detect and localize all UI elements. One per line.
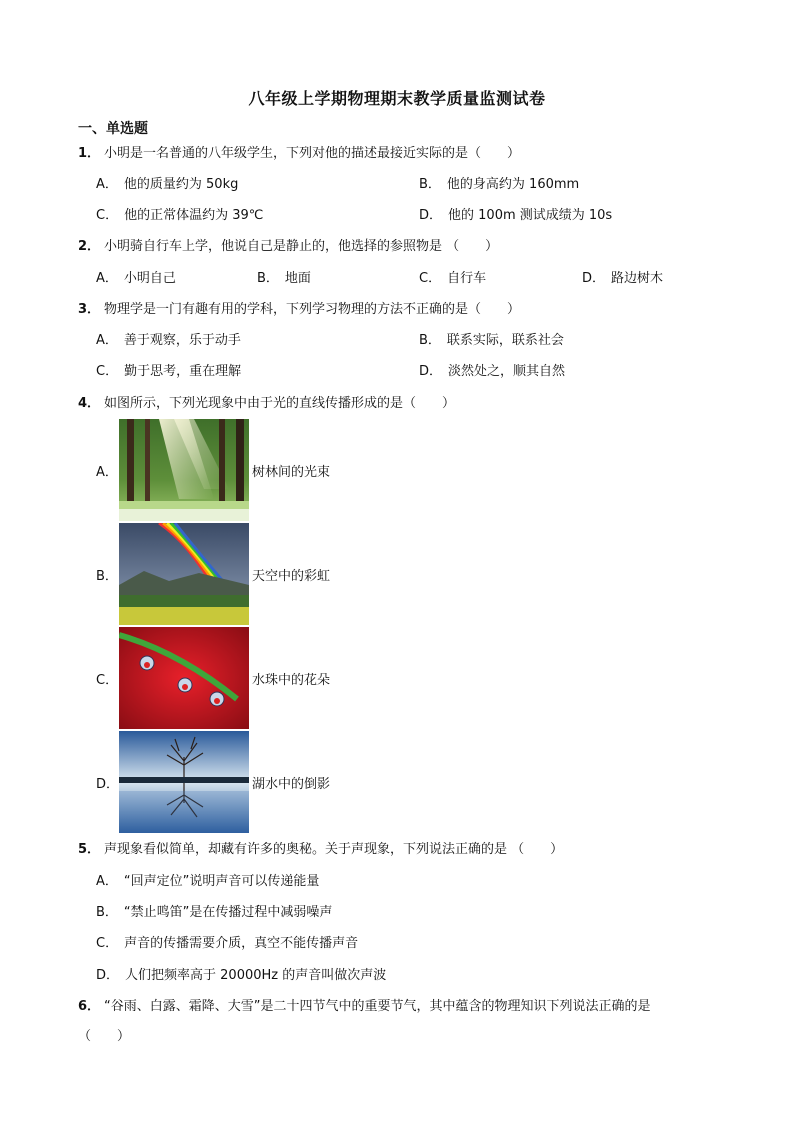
option-label: B． (96, 569, 118, 584)
option-label: C． (96, 673, 119, 688)
question-3 (78, 301, 520, 319)
option-label: D． (96, 777, 120, 792)
option-4a (96, 419, 356, 521)
question-2 (78, 238, 498, 256)
question-4 (78, 395, 455, 413)
question-text: “谷雨、白露、霜降、大雪”是二十四节气中的重要节气，其中蕴含的物理知识下列说法正确的是 (104, 999, 651, 1014)
question-text: 物理学是一门有趣有用的学科，下列学习物理的方法不正确的是（ ） (104, 302, 521, 317)
option-3a: A． 善于观察，乐于动手 (96, 333, 241, 348)
option-3b: B． 联系实际，联系社会 (419, 333, 564, 348)
option-1c: C． 他的正常体温约为 39℃ (96, 208, 264, 223)
option-5a: A． “回声定位”说明声音可以传递能量 (96, 874, 320, 889)
option-label: A． (96, 465, 118, 480)
option-1b: B． 他的身高约为 160mm (419, 177, 580, 192)
option-3c: C． 勤于思考，重在理解 (96, 364, 242, 379)
option-text: 湖水中的倒影 (252, 777, 331, 792)
water-drops-photo (119, 627, 249, 729)
question-text: 声现象看似简单，却藏有许多的奥秘。关于声现象，下列说法正确的是 （ ） (104, 842, 564, 857)
question-6 (78, 998, 651, 1016)
question-number: 4． (78, 396, 101, 411)
rainbow-photo (119, 523, 249, 625)
option-2b: B． 地面 (257, 271, 311, 286)
option-4d (96, 731, 356, 833)
option-2a: A． 小明自己 (96, 271, 176, 286)
question-number: 1． (78, 146, 101, 161)
question-5 (78, 841, 563, 859)
option-3d: D． 淡然处之，顺其自然 (419, 364, 566, 379)
option-text: 天空中的彩虹 (252, 569, 331, 584)
section-heading: 一、单选题 (78, 121, 148, 137)
option-5c: C． 声音的传播需要介质，真空不能传播声音 (96, 936, 359, 951)
page-title: 八年级上学期物理期末教学质量监测试卷 (248, 89, 546, 108)
option-2c: C． 自行车 (419, 271, 487, 286)
option-2d: D． 路边树木 (582, 271, 664, 286)
option-text: 树林间的光束 (252, 465, 331, 480)
question-text: 小明是一名普通的八年级学生，下列对他的描述最接近实际的是（ ） (104, 146, 521, 161)
question-number: 2． (78, 239, 101, 254)
lake-reflection-photo (119, 731, 249, 833)
question-number: 3． (78, 302, 101, 317)
question-6-bracket: （ ） (78, 1029, 131, 1044)
question-text: 如图所示，下列光现象中由于光的直线传播形成的是（ ） (104, 396, 456, 411)
option-4c (96, 627, 356, 729)
option-text: 水珠中的花朵 (252, 673, 331, 688)
option-4b (96, 523, 356, 625)
question-text: 小明骑自行车上学，他说自己是静止的，他选择的参照物是 （ ） (104, 239, 499, 254)
option-5b: B． “禁止鸣笛”是在传播过程中减弱噪声 (96, 905, 333, 920)
question-number: 6． (78, 999, 101, 1014)
forest-light-photo (119, 419, 249, 521)
option-5d: D． 人们把频率高于 20000Hz 的声音叫做次声波 (96, 968, 387, 983)
option-1a: A． 他的质量约为 50kg (96, 177, 239, 192)
question-1 (78, 145, 520, 163)
question-number: 5． (78, 842, 101, 857)
option-1d: D． 他的 100m 测试成绩为 10s (419, 208, 613, 223)
